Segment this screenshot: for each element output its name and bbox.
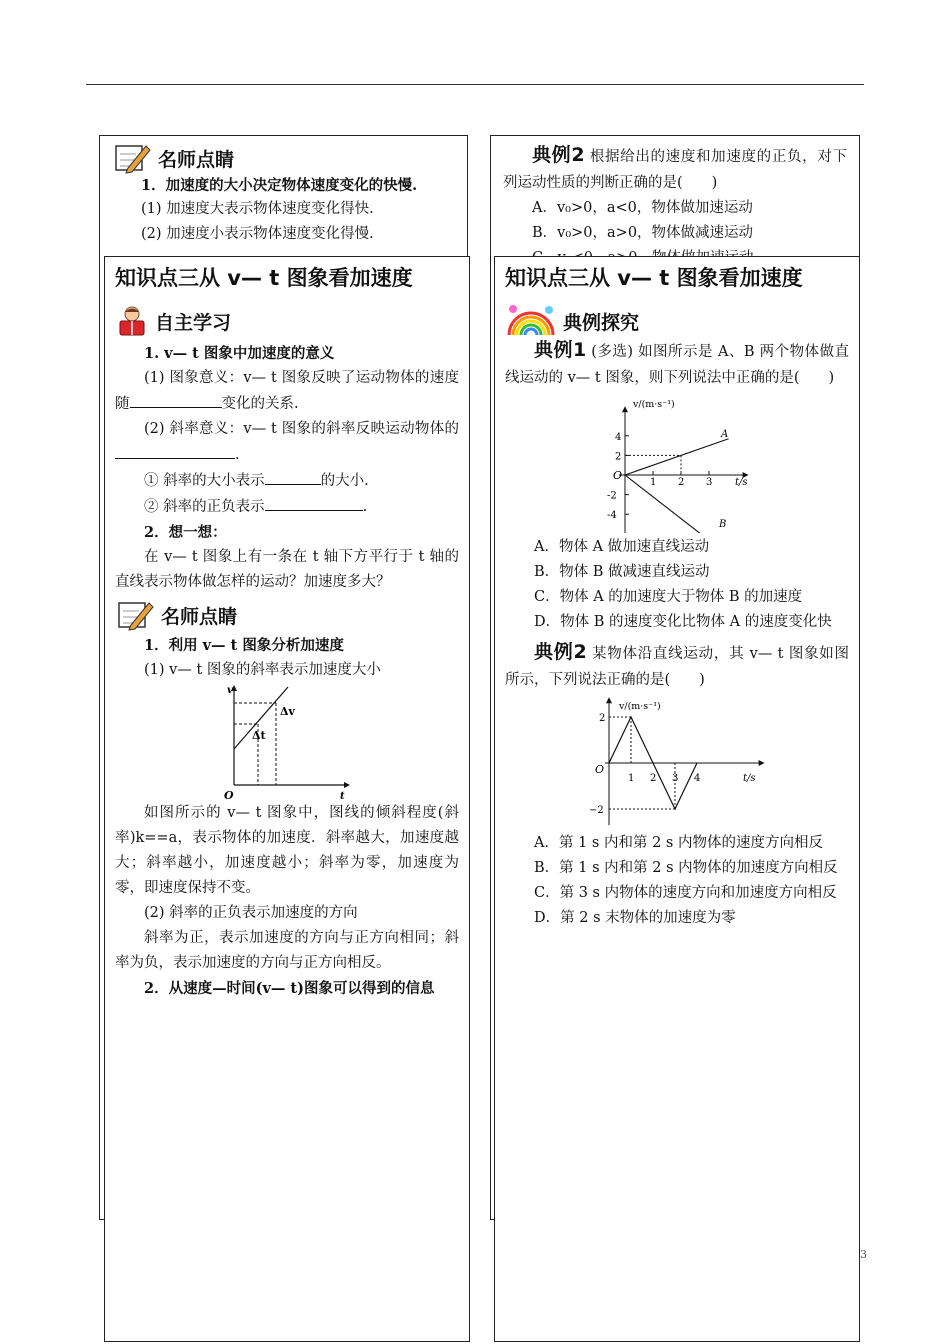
s1-p2-b: . (235, 447, 240, 463)
blank-3[interactable] (265, 468, 321, 485)
ex2-x-arrow (759, 760, 765, 766)
tip-title: 名师点睛 (161, 606, 238, 628)
ex1-xtick-label: 3 (706, 477, 713, 488)
ex1-ytick-label: 4 (615, 431, 622, 443)
ex2-xtick-label: 4 (694, 773, 701, 784)
ex2-figure (505, 697, 849, 831)
slope-v-label: v (227, 685, 233, 696)
ex2-figure-svg (587, 697, 767, 829)
ex1-ytick-label: -2 (607, 490, 617, 502)
ex1-figure (505, 397, 849, 535)
ex2-y-arrow (606, 697, 612, 703)
s1-p1-a: (1) 图象意义：v— t 图象反映了运动物体的速度随 (115, 370, 459, 412)
ex2-xtick-label: 1 (628, 773, 635, 784)
right-title: 知识点三从 v— t 图象看加速度 (505, 266, 803, 290)
left-title: 知识点三从 v— t 图象看加速度 (115, 266, 413, 290)
back-right-opt-b: B．v₀>0，a>0，物体做减速运动 (532, 225, 754, 241)
back-right-opt-a: A．v₀>0，a<0，物体做加速运动 (532, 200, 753, 216)
t2-title: 2．从速度—时间(v— t)图象可以得到的信息 (144, 980, 435, 997)
blank-1[interactable] (130, 391, 222, 408)
slope-x-arrow (344, 782, 350, 788)
self-study-title: 自主学习 (155, 312, 232, 334)
s1-p3-a: ① 斜率的大小表示 (144, 473, 265, 489)
ex1-series-b-label: B (719, 519, 727, 530)
s1-p2-a: (2) 斜率意义：v— t 图象的斜率反映运动物体的 (144, 421, 459, 437)
pencil-note-icon (115, 599, 155, 631)
header-rule (86, 84, 864, 85)
ex2-ylabel: v/(m·s⁻¹) (619, 701, 661, 712)
rainbow-icon (505, 301, 557, 337)
back-left-line1: 1．加速度的大小决定物体速度变化的快慢. (141, 177, 418, 194)
ex2-stem (505, 639, 849, 693)
s1-p1-b: 变化的关系. (221, 396, 299, 412)
ex2-origin: O (595, 763, 605, 776)
ex1-stem (505, 337, 849, 391)
ex1-ytick-label: 2 (615, 451, 622, 463)
ex1-series-a-label: A (721, 429, 729, 440)
s1-p3-b: 的大小. (320, 473, 369, 489)
s1-p1 (115, 366, 459, 417)
ex2-ytick-label: −2 (589, 805, 604, 816)
ex1-series-a-line (625, 439, 729, 475)
tip-heading (115, 599, 459, 631)
ex2-label: 典例2 (534, 641, 587, 663)
ex1-y-arrow (622, 406, 628, 412)
t1-p3: 斜率为正，表示加速度的方向与正方向相同；斜率为负，表示加速度的方向与正方向相反。 (115, 930, 459, 971)
s1-p3 (115, 468, 459, 494)
ex1-opt-d: D．物体 B 的速度变化比物体 A 的速度变化快 (534, 614, 832, 630)
back-right-stem-text: 根据给出的速度和加速度的正负，对下列运动性质的判断正确的是( ) (503, 149, 848, 191)
t1-title: 1．利用 v— t 图象分析加速度 (144, 637, 344, 654)
ex1-xlabel: t/s (735, 477, 748, 488)
examples-heading (505, 301, 849, 337)
right-panel (494, 256, 860, 1342)
s1-title: 1. v— t 图象中加速度的意义 (144, 345, 335, 362)
t1-p1: 如图所示的 v— t 图象中，图线的倾斜程度(斜率)k==a，表示物体的加速度．斜率越大，加速度越大；斜率越小，加速度越小；斜率为零，加速度为零，即速度保持不变。 (115, 805, 459, 896)
ex2-xtick-label: 2 (650, 773, 657, 784)
ex1-ytick-label: -4 (607, 510, 617, 522)
ex1-ylabel: v/(m·s⁻¹) (633, 399, 675, 410)
back-left-line2: (1) 加速度大表示物体速度变化得快. (141, 201, 374, 217)
ex2-xlabel: t/s (743, 773, 756, 784)
examples-title: 典例探究 (563, 312, 640, 334)
blank-2[interactable] (115, 442, 235, 459)
ex1-stem-text: (多选) 如图所示是 A、B 两个物体做直线运动的 v— t 图象，则下列说法中正确的是( ) (505, 344, 849, 386)
page-mark: 3 (860, 1248, 867, 1261)
ex2-opt-a: A．第 1 s 内和第 2 s 内物体的速度方向相反 (534, 835, 823, 851)
ex1-opt-c: C．物体 A 的加速度大于物体 B 的加速度 (534, 589, 803, 605)
left-panel (104, 256, 470, 1342)
slope-t-label: t (340, 791, 345, 801)
s1-p4-a: ② 斜率的正负表示 (144, 499, 265, 515)
t1-p2: (2) 斜率的正负表示加速度的方向 (144, 905, 358, 921)
ex2-opt-d: D．第 2 s 末物体的加速度为零 (534, 910, 736, 926)
ex1-figure-svg (597, 397, 757, 533)
s1-p2 (115, 417, 459, 468)
ex2-ytick-label: 2 (599, 713, 606, 724)
t1-sub: (1) v— t 图象的斜率表示加速度大小 (144, 662, 381, 678)
ex2-opt-c: C．第 3 s 内物体的速度方向和加速度方向相反 (534, 885, 837, 901)
ex1-xtick-label: 2 (678, 477, 685, 488)
ex2-xtick-label: 3 (672, 773, 679, 784)
back-left-heading (112, 142, 455, 174)
slope-origin: O (224, 789, 234, 801)
ex2-opt-b: B．第 1 s 内和第 2 s 内物体的加速度方向相反 (534, 860, 838, 876)
back-left-title: 名师点睛 (158, 149, 235, 171)
slope-figure-svg (222, 683, 352, 801)
s1-p4 (115, 494, 459, 520)
back-left-line3: (2) 加速度小表示物体速度变化得慢. (141, 226, 374, 242)
ex1-opt-b: B．物体 B 做减速直线运动 (534, 564, 710, 580)
slope-dt-label: Δt (252, 729, 266, 742)
reading-student-icon (115, 305, 149, 337)
back-right-example-label: 典例2 (532, 144, 585, 166)
slope-dv-label: Δv (280, 705, 295, 718)
ex1-origin: O (613, 469, 623, 482)
ex1-label: 典例1 (534, 339, 587, 361)
ex2-stem-text: 某物体沿直线运动，其 v— t 图象如图所示，下列说法正确的是( ) (505, 646, 849, 688)
blank-4[interactable] (265, 494, 363, 511)
self-study-heading (115, 305, 459, 337)
pencil-note-icon (112, 142, 152, 174)
ex1-xtick-label: 1 (650, 477, 657, 488)
s2-title: 2．想一想： (144, 524, 227, 541)
back-right-stem (503, 142, 847, 196)
s1-p4-b: . (362, 499, 368, 515)
ex1-opt-a: A．物体 A 做加速直线运动 (534, 539, 710, 555)
s2-text: 在 v— t 图象上有一条在 t 轴下方平行于 t 轴的直线表示物体做怎样的运动？加速度多大？ (115, 549, 459, 590)
slope-figure (115, 683, 459, 801)
